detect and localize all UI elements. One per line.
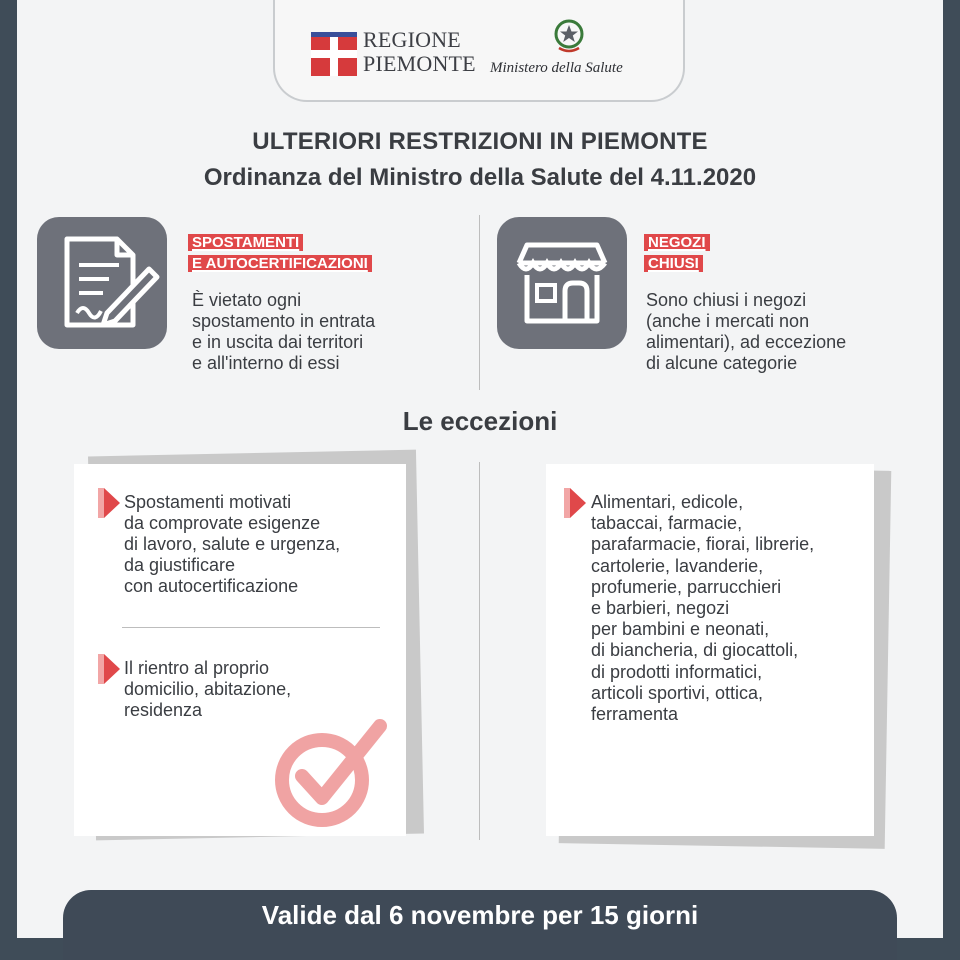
piemonte-flag-icon (311, 32, 357, 76)
document-pen-icon (37, 217, 167, 349)
shop-icon (497, 217, 627, 349)
arrow-bullet-icon (98, 488, 120, 518)
arrow-bullet-icon (98, 654, 120, 684)
exceptions-divider (479, 462, 480, 840)
chiusi-tag: CHIUSI (644, 255, 703, 272)
document-tile (37, 217, 167, 349)
spostamenti-description: È vietato ogni spostamento in entrata e in uscita dai territori e all'interno di essi (192, 290, 376, 373)
negozi-description: Sono chiusi i negozi (anche i mercati non alimentari), ad eccezione di alcune categorie (646, 290, 847, 373)
column-divider (479, 215, 480, 390)
page-title: ULTERIORI RESTRIZIONI IN PIEMONTE (252, 128, 708, 155)
spostamenti-tag: SPOSTAMENTI (188, 234, 303, 251)
italian-emblem-icon (551, 16, 587, 56)
regione-piemonte-logo-text: REGIONE PIEMONTE (363, 27, 476, 76)
card-separator (122, 627, 380, 628)
page-subtitle: Ordinanza del Ministro della Salute del 4.11.2020 (203, 164, 757, 191)
negozi-tag: NEGOZI (644, 234, 710, 251)
exceptions-title: Le eccezioni (402, 406, 558, 436)
logo-header (273, 0, 685, 102)
exception-shop-categories: Alimentari, edicole, tabaccai, farmacie, parafarmacie, fiorai, librerie, cartolerie, lavanderie, profumerie, parrucchieri e barbieri, negozi per bambini e neonati, di biancheria, di giocattoli, di prodotti informatici, articoli sportivi, ottica, ferramenta (591, 492, 815, 725)
validity-text: Valide dal 6 novembre per 15 giorni (261, 900, 699, 930)
arrow-bullet-icon (564, 488, 586, 518)
shop-tile (497, 217, 627, 349)
autocertificazioni-tag: E AUTOCERTIFICAZIONI (188, 255, 372, 272)
exception-work-health: Spostamenti motivati da comprovate esigenze di lavoro, salute e urgenza, da giustificare con autocertificazione (124, 492, 341, 596)
checkmark-icon (272, 714, 390, 830)
ministero-salute-signature: Ministero della Salute (490, 60, 623, 76)
exception-return-home: Il rientro al proprio domicilio, abitazione, residenza (124, 658, 292, 720)
